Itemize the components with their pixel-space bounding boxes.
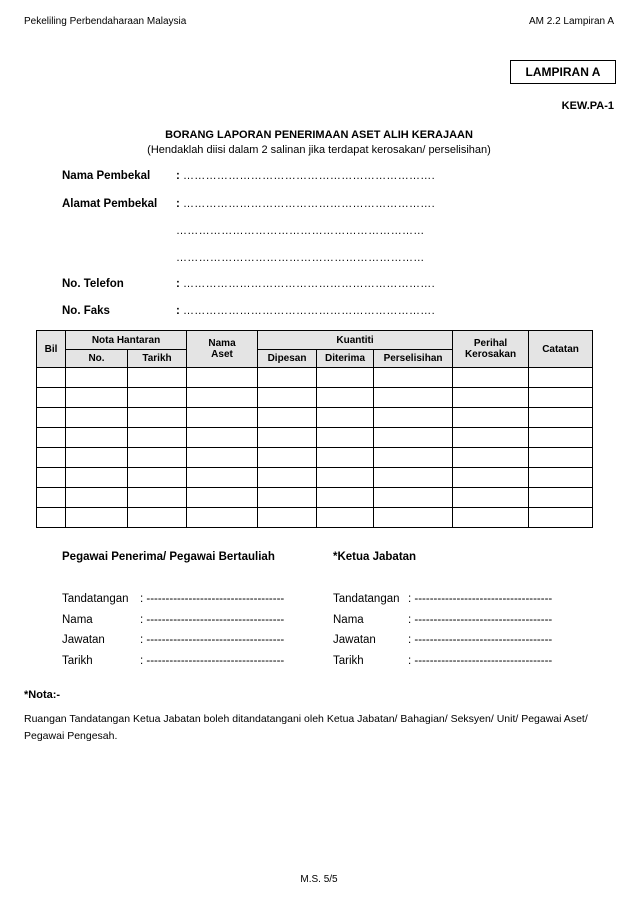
table-cell[interactable] (317, 428, 374, 448)
table-cell[interactable] (66, 408, 128, 428)
table-cell[interactable] (37, 388, 66, 408)
table-cell[interactable] (128, 368, 187, 388)
table-cell[interactable] (317, 388, 374, 408)
penerima-nama-line[interactable]: : ------------------------------------ (140, 614, 285, 626)
table-cell[interactable] (374, 448, 453, 468)
table-cell[interactable] (128, 428, 187, 448)
table-cell[interactable] (66, 388, 128, 408)
table-cell[interactable] (187, 448, 258, 468)
table-cell[interactable] (529, 508, 593, 528)
alamat-pembekal-colon: : (176, 198, 180, 210)
table-cell[interactable] (187, 488, 258, 508)
table-cell[interactable] (187, 368, 258, 388)
nota-text-line1: Ruangan Tandatangan Ketua Jabatan boleh ditandatangani oleh Ketua Jabatan/ Bahagian/ Seksyen/ Unit/ Pegawai Aset/ (24, 713, 588, 725)
lampiran-label-box (510, 60, 616, 84)
penerima-heading: Pegawai Penerima/ Pegawai Bertauliah (62, 551, 275, 563)
ketua-tarikh-line[interactable]: : ------------------------------------ (408, 655, 553, 667)
asset-receipt-table (36, 330, 593, 528)
col-nama-aset-line1: Nama (208, 338, 236, 349)
penerima-nama-label: Nama (62, 614, 93, 626)
table-cell[interactable] (66, 468, 128, 488)
ketua-nama-line[interactable]: : ------------------------------------ (408, 614, 553, 626)
col-perihal-line1: Perihal (473, 338, 508, 349)
table-cell[interactable] (128, 388, 187, 408)
table-cell[interactable] (37, 488, 66, 508)
table-cell[interactable] (128, 488, 187, 508)
table-cell[interactable] (453, 388, 529, 408)
table-cell[interactable] (128, 408, 187, 428)
table-cell[interactable] (529, 428, 593, 448)
table-cell[interactable] (37, 468, 66, 488)
table-cell[interactable] (258, 368, 317, 388)
table-cell[interactable] (317, 408, 374, 428)
ketua-tarikh-label: Tarikh (333, 655, 364, 667)
table-cell[interactable] (374, 408, 453, 428)
table-cell[interactable] (453, 488, 529, 508)
col-dipesan: Dipesan (258, 350, 317, 368)
table-cell[interactable] (453, 468, 529, 488)
table-cell[interactable] (529, 488, 593, 508)
table-cell[interactable] (529, 388, 593, 408)
form-subtitle: (Hendaklah diisi dalam 2 salinan jika terdapat kerosakan/ perselisihan) (147, 144, 491, 156)
nama-pembekal-field[interactable]: …………………………………………………………. (183, 170, 435, 182)
no-faks-label: No. Faks (62, 305, 110, 317)
header-document-ref: Pekeliling Perbendaharaan Malaysia (24, 16, 187, 27)
col-catatan: Catatan (529, 331, 593, 368)
no-telefon-field[interactable]: …………………………………………………………. (183, 278, 435, 290)
table-cell[interactable] (258, 388, 317, 408)
table-cell[interactable] (128, 508, 187, 528)
table-cell[interactable] (317, 368, 374, 388)
ketua-tandatangan-line[interactable]: : ------------------------------------ (408, 593, 553, 605)
table-cell[interactable] (258, 408, 317, 428)
table-cell[interactable] (317, 448, 374, 468)
table-cell[interactable] (317, 468, 374, 488)
table-cell[interactable] (66, 428, 128, 448)
table-cell[interactable] (529, 408, 593, 428)
nama-pembekal-colon: : (176, 170, 180, 182)
nota-label: *Nota:- (24, 689, 61, 701)
table-cell[interactable] (258, 508, 317, 528)
col-nama-aset-line2: Aset (211, 349, 233, 360)
table-cell[interactable] (66, 448, 128, 468)
table-cell[interactable] (66, 508, 128, 528)
table-cell[interactable] (187, 508, 258, 528)
col-no: No. (66, 350, 128, 368)
table-cell[interactable] (374, 428, 453, 448)
table-cell[interactable] (374, 468, 453, 488)
no-telefon-colon: : (176, 278, 180, 290)
table-cell[interactable] (529, 448, 593, 468)
alamat-pembekal-field-line2[interactable]: ………………………………………………………… (176, 225, 425, 237)
table-cell[interactable] (374, 508, 453, 528)
table-row (37, 408, 593, 428)
table-cell[interactable] (317, 508, 374, 528)
lampiran-label: LAMPIRAN A (525, 65, 601, 79)
table-cell[interactable] (453, 368, 529, 388)
table-cell[interactable] (258, 448, 317, 468)
table-cell[interactable] (37, 508, 66, 528)
table-row (37, 428, 593, 448)
col-nota-hantaran: Nota Hantaran (66, 331, 187, 350)
ketua-jabatan-heading: *Ketua Jabatan (333, 551, 417, 563)
table-row (37, 468, 593, 488)
table-row (37, 448, 593, 468)
table-cell[interactable] (128, 468, 187, 488)
table-cell[interactable] (529, 368, 593, 388)
penerima-jawatan-line[interactable]: : ------------------------------------ (140, 634, 285, 646)
no-telefon-label: No. Telefon (62, 278, 124, 290)
form-code: KEW.PA-1 (561, 100, 614, 112)
form-title: BORANG LAPORAN PENERIMAAN ASET ALIH KERAJAAN (165, 129, 473, 141)
page-number: M.S. 5/5 (300, 874, 338, 885)
ketua-tandatangan-label: Tandatangan (333, 593, 400, 605)
table-cell[interactable] (374, 488, 453, 508)
table-cell[interactable] (317, 488, 374, 508)
table-cell[interactable] (187, 408, 258, 428)
table-cell[interactable] (37, 448, 66, 468)
table-cell[interactable] (374, 368, 453, 388)
col-perselisihan: Perselisihan (374, 350, 453, 368)
penerima-tandatangan-line[interactable]: : ------------------------------------ (140, 593, 285, 605)
table-cell[interactable] (37, 408, 66, 428)
alamat-pembekal-field-line3[interactable]: ………………………………………………………… (176, 252, 425, 264)
col-kuantiti: Kuantiti (258, 331, 453, 350)
penerima-tarikh-line[interactable]: : ------------------------------------ (140, 655, 285, 667)
table-cell[interactable] (187, 388, 258, 408)
col-tarikh: Tarikh (128, 350, 187, 368)
alamat-pembekal-label: Alamat Pembekal (62, 198, 158, 210)
table-row (37, 508, 593, 528)
col-bil: Bil (37, 331, 66, 368)
col-perihal-kerosakan (453, 331, 529, 368)
no-faks-field[interactable]: …………………………………………………………. (183, 305, 435, 317)
table-cell[interactable] (258, 428, 317, 448)
table-row (37, 388, 593, 408)
table-cell[interactable] (453, 408, 529, 428)
table-row (37, 488, 593, 508)
nota-text-line2: Pegawai Pengesah. (24, 730, 118, 742)
penerima-jawatan-label: Jawatan (62, 634, 105, 646)
table-cell[interactable] (187, 468, 258, 488)
table-cell[interactable] (66, 368, 128, 388)
ketua-nama-label: Nama (333, 614, 364, 626)
asset-table-body (37, 368, 593, 528)
table-cell[interactable] (258, 468, 317, 488)
table-cell[interactable] (453, 508, 529, 528)
table-cell[interactable] (374, 388, 453, 408)
nama-pembekal-label: Nama Pembekal (62, 170, 151, 182)
no-faks-colon: : (176, 305, 180, 317)
header-appendix-ref: AM 2.2 Lampiran A (528, 16, 614, 27)
table-cell[interactable] (66, 488, 128, 508)
penerima-tandatangan-label: Tandatangan (62, 593, 129, 605)
table-cell[interactable] (453, 448, 529, 468)
table-cell[interactable] (453, 428, 529, 448)
table-cell[interactable] (529, 468, 593, 488)
ketua-jawatan-line[interactable]: : ------------------------------------ (408, 634, 553, 646)
table-cell[interactable] (37, 368, 66, 388)
table-cell[interactable] (37, 428, 66, 448)
table-cell[interactable] (187, 428, 258, 448)
table-cell[interactable] (258, 488, 317, 508)
table-row (37, 368, 593, 388)
col-perihal-line2: Kerosakan (464, 349, 517, 360)
penerima-tarikh-label: Tarikh (62, 655, 93, 667)
table-cell[interactable] (128, 448, 187, 468)
alamat-pembekal-field[interactable]: …………………………………………………………. (183, 198, 435, 210)
ketua-jawatan-label: Jawatan (333, 634, 376, 646)
col-nama-aset (187, 331, 258, 368)
col-diterima: Diterima (317, 350, 374, 368)
